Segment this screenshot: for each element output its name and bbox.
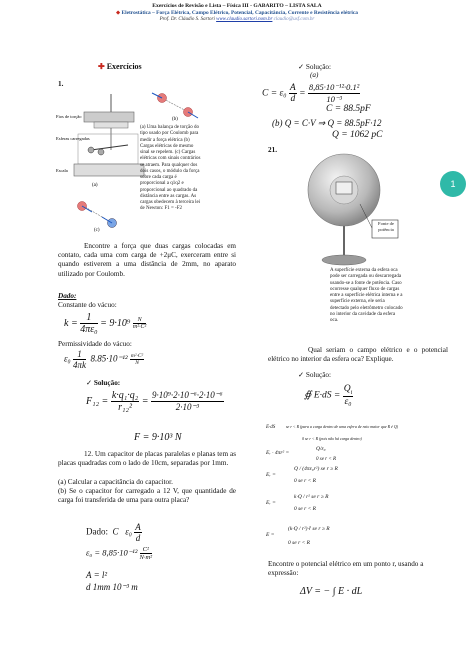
- svg-text:0 se r < R (pois não há carga: 0 se r < R (pois não há carga dentro): [302, 436, 362, 441]
- svg-text:(k·Q / r²)·r̂ se r ≥ R: (k·Q / r²)·r̂ se r ≥ R: [288, 526, 330, 532]
- svg-text:Eᵣ =: Eᵣ =: [266, 500, 276, 506]
- epsilon-value: 8.85·10⁻¹²: [90, 353, 128, 364]
- part-a-label: (a): [310, 71, 319, 79]
- charge-formula: (b) Q = C·V ⇒ Q = 88.5pF·12: [272, 118, 382, 128]
- capacitance-formula: C = ε₀ $\frac{A}{d}$ = $\frac{\text{8,85·10⁻¹²·0.1²}}{\text{10⁻³}}$: [262, 82, 360, 104]
- check-icon: ✓: [298, 62, 305, 71]
- solution-heading-1: ✓ Solução:: [86, 378, 121, 387]
- section-title: [98, 62, 142, 71]
- svg-text:0 se r < R: 0 se r < R: [316, 457, 337, 462]
- label-a: (a): [92, 183, 98, 188]
- svg-text:Q / (4πε₀r²) se r ≥ R: Q / (4πε₀r²) se r ≥ R: [294, 466, 338, 472]
- question-12-part-b: (b) Se o capacitor for carregado a 12 V, que quantidade de carga foi transferida de uma para outra placa?: [58, 487, 236, 505]
- question-1-statement: Encontre a força que duas cargas colocadas em contato, cada uma com carga de +2μC, exerceram entre si quando estiverem a uma distância de 2mm, no aparato utilizado por Coulomb.: [58, 242, 236, 278]
- attracting-charges-figure: [72, 198, 122, 232]
- page-number-badge[interactable]: 1: [440, 171, 466, 197]
- question-1-number: 1.: [58, 80, 64, 88]
- epsilon0-value: ε₀ = 8,85·10⁻¹² $\frac{\text{C²}}{\text{N·m²}}$: [86, 546, 153, 561]
- k-formula: k = $\frac{1}{\text{4πε₀}}$ = 9·10⁹ $\frac{N}{\text{m²·C²}}$: [64, 312, 147, 335]
- author-email[interactable]: claudio@usf.com.br: [273, 17, 315, 22]
- svg-text:Eᵣ · 4πr² =: Eᵣ · 4πr² =: [266, 450, 290, 456]
- solution-heading-3: ✓ Solução:: [298, 370, 331, 379]
- bullet-icon: ◆: [116, 10, 121, 16]
- repelling-charges-figure: [150, 88, 200, 122]
- svg-text:k·Q / r² se r ≥ R: k·Q / r² se r ≥ R: [294, 494, 329, 500]
- k-value: 9·10⁹: [109, 317, 131, 329]
- capacitor-formula: Dado: C ε₀ $\frac{A}{d}$: [86, 522, 141, 543]
- capacitance-expression: 8,85·10⁻¹²·0.1²: [308, 82, 360, 92]
- dado-label: Dado:: [58, 292, 77, 300]
- torsion-balance-figure: [56, 90, 146, 190]
- question-12-part-a: (a) Calcular a capacitância do capacitor.: [58, 478, 173, 486]
- vacuum-constant-label: Constante do vácuo:: [58, 301, 117, 309]
- svg-text:E =: E =: [266, 532, 275, 538]
- potential-formula: ΔV = − ∫ E · dL: [300, 586, 363, 597]
- charge-result: Q = 1062 pC: [332, 130, 383, 140]
- question-21-number: 21.: [268, 146, 277, 154]
- solution-heading-2: ✓ Solução:: [298, 62, 331, 71]
- check-icon: ✓: [298, 370, 305, 379]
- svg-text:Eᵣ =: Eᵣ =: [266, 472, 276, 478]
- capacitance-denominator: 10⁻³: [326, 94, 342, 104]
- power-source-label: Fonte de potência: [378, 221, 394, 232]
- permittivity-label: Permissividade do vácuo:: [58, 340, 132, 348]
- svg-text:0 se r < R: 0 se r < R: [294, 506, 317, 512]
- label-esferas: Esferas carregadas: [56, 136, 90, 141]
- label-c: (c): [94, 228, 100, 232]
- svg-text:se r < R (para a carga dentro: se r < R (para a carga dentro de uma esfera de raio maior que R é Q): [286, 424, 399, 429]
- hollow-sphere-figure: [300, 148, 400, 270]
- author-name: Prof. Dr. Cláudio S. Sartori: [159, 17, 215, 22]
- area-formula: A = l²: [86, 570, 108, 580]
- question-12-statement: 12. Um capacitor de placas paralelas e planas tem as placas quadradas com o lado de 10cm, separadas por 1mm.: [58, 450, 236, 468]
- header-author: [0, 17, 474, 23]
- svg-text:E·dS: E·dS: [266, 425, 276, 430]
- svg-text:Q/ε₀: Q/ε₀: [316, 446, 326, 452]
- header-subtitle: [0, 10, 474, 16]
- label-escala: Escala: [56, 168, 68, 173]
- f12-expression: 9·10⁹·2·10⁻⁶·2·10⁻⁶: [151, 390, 223, 400]
- section-title-text: Exercícios: [106, 62, 142, 71]
- field-derivation: [266, 418, 406, 552]
- f12-formula: F₁₂ = $\frac{\text{k·q₁·q₂}}{\text{r₁₂²}}$ = $\frac{\text{9·10⁹·2·10⁻⁶·2·10⁻⁶}}{\text{2·10⁻³}}$: [86, 390, 223, 413]
- potential-instructions: Encontre o potencial elétrico em um ponto r, usando a expressão:: [268, 560, 424, 578]
- label-b: (b): [172, 117, 178, 122]
- gauss-law: ∯ E·dS = $\frac{Q_i}{\text{ε₀}}$: [304, 384, 353, 407]
- epsilon-formula: ε₀ $\frac{1}{4\pi k}$ 8.85·10⁻¹² $\frac{\text{m²·C²}}{N}$: [64, 349, 144, 370]
- capacitance-result: C = 88.5pF: [326, 104, 371, 114]
- coulomb-figure-caption: (a) Uma balança de torção do tipo usado por Coulomb para medir a força elétrica (b) Cargas elétricas de mesmo sinal se repelem. (c) Cargas elétricas com sinais contrários se atraem. Para qualquer dos dois casos, o módulo da força sobre cada carga é proporcional a q1q2 e proporcional ao quadrado da distância entre as cargas. As cargas obedecem à terceira lei de Newton: F1 = -F2: [140, 125, 201, 212]
- label-fios: Fios de torção: [56, 114, 82, 119]
- force-result: F = 9·10³ N: [134, 432, 182, 443]
- pin-icon: ✚: [98, 62, 105, 71]
- sphere-caption: A superfície externa da esfera oca pode ser carregada ou descarregada usando-se a fonte de potência. Caso ocorresse qualquer fluxo de cargas entre a superfície elétrica interna e a superfície externa, ele seria detectado pelo eletrômetro colocado no interior da cavidade da esfera oca.: [330, 268, 403, 323]
- header-title: Exercícios de Revisão e Lista – Física III - GABARITO – LISTA SALA: [152, 3, 322, 9]
- check-icon: ✓: [86, 378, 93, 387]
- question-21-statement: Qual seriam o campo elétrico e o potencial elétrico no interior da esfera oca? Explique.: [268, 346, 448, 364]
- header-subtitle-text: Eletrostática – Força Elétrica, Campo Elétrico, Potencial, Capacitância, Corrente e Resistência elétrica: [121, 10, 358, 16]
- svg-text:0 se r < R: 0 se r < R: [288, 540, 311, 546]
- svg-text:0 se r < R: 0 se r < R: [294, 478, 317, 484]
- distance-formula: d 1mm 10⁻³ m: [86, 582, 138, 592]
- author-link[interactable]: www.claudio.sartori.nom.br: [216, 17, 273, 22]
